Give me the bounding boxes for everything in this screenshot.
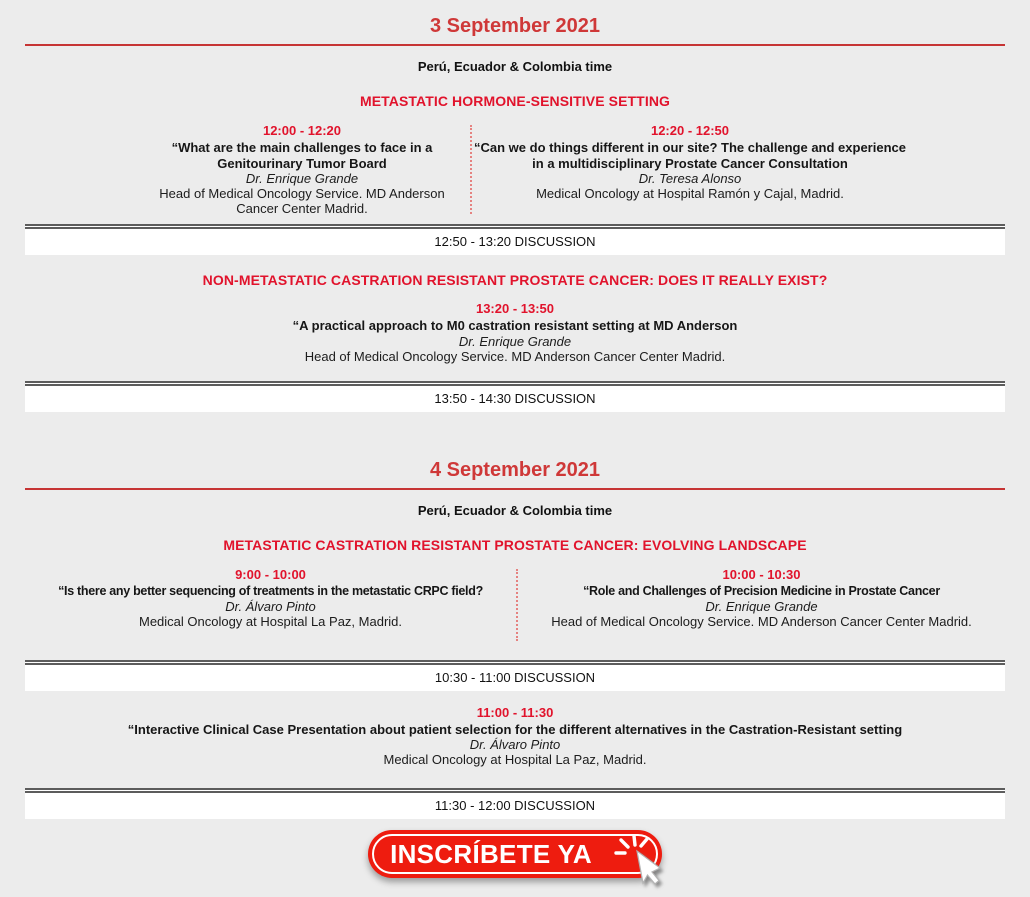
day-1-section [0,15,1030,412]
talk-speaker: Dr. Álvaro Pinto [469,737,561,752]
day1-session-columns [25,123,1005,216]
day2-session-columns [25,567,1005,643]
day1-red-rule [25,44,1005,46]
click-cursor-icon [614,835,666,897]
talk-affiliation: Head of Medical Oncology Service. MD Anderson Cancer Center Madrid. [159,186,445,216]
day1-talk2-column [472,123,1005,216]
day2-talk1-column [25,567,516,643]
talk-speaker: Dr. Enrique Grande [705,599,818,614]
day1-section1-heading: METASTATIC HORMONE-SENSITIVE SETTING [359,93,671,109]
session-talk [519,567,1004,630]
talk-affiliation: Medical Oncology at Hospital La Paz, Madrid. [138,614,402,629]
talk-title: “Role and Challenges of Precision Medicine in Prostate Cancer [583,583,940,598]
day-2-section [0,459,1030,820]
day2-red-rule [25,488,1005,490]
day2-talk2-column [518,567,1005,643]
session-talk [35,301,995,364]
talk-time: 12:00 - 12:20 [262,123,342,138]
talk-speaker: Dr. Teresa Alonso [638,171,742,186]
talk-affiliation: Medical Oncology at Hospital La Paz, Madrid. [383,752,647,767]
day2-date-heading: 4 September 2021 [429,458,601,481]
talk-title: “What are the main challenges to face in a Genitourinary Tumor Board [171,140,433,171]
discussion-bar: 12:50 - 13:20 DISCUSSION [25,224,1005,255]
day1-date-heading: 3 September 2021 [429,15,601,37]
day1-timezone-label: Perú, Ecuador & Colombia time [417,59,613,74]
discussion-bar: 11:30 - 12:00 DISCUSSION [25,788,1005,819]
talk-speaker: Dr. Enrique Grande [458,333,572,349]
discussion-bar: 13:50 - 14:30 DISCUSSION [25,381,1005,412]
day1-section2-heading: NON-METASTATIC CASTRATION RESISTANT PROSTATE CANCER: DOES IT REALLY EXIST? [202,272,828,288]
talk-affiliation: Medical Oncology at Hospital Ramón y Cajal, Madrid. [536,186,844,201]
talk-speaker: Dr. Enrique Grande [245,171,359,186]
session-talk [142,123,462,216]
session-talk [35,705,995,768]
talk-time: 11:00 - 11:30 [476,704,554,720]
discussion-bar: 10:30 - 11:00 DISCUSSION [25,660,1005,691]
talk-title: “Interactive Clinical Case Presentation about patient selection for the different alternatives in the Castration-Resistant setting [127,721,903,737]
register-button-label: INSCRÍBETE YA [390,838,592,869]
talk-time: 10:00 - 10:30 [722,566,801,582]
talk-title: “Can we do things different in our site? The challenge and experience in a multidisciplinary Prostate Cancer Consultation [474,140,906,171]
cta-area [0,830,1030,882]
talk-speaker: Dr. Álvaro Pinto [225,599,316,614]
talk-time: 13:20 - 13:50 [475,301,555,316]
day1-talk1-column [25,123,470,216]
day2-timezone-label: Perú, Ecuador & Colombia time [417,502,613,518]
talk-affiliation: Head of Medical Oncology Service. MD Anderson Cancer Center Madrid. [304,348,726,364]
talk-affiliation: Head of Medical Oncology Service. MD Anderson Cancer Center Madrid. [551,614,972,629]
session-talk [28,567,513,630]
register-button[interactable] [368,830,662,878]
talk-time: 9:00 - 10:00 [235,566,306,582]
talk-title: “Is there any better sequencing of treatments in the metastatic CRPC field? [58,583,483,598]
talk-title: “A practical approach to M0 castration resistant setting at MD Anderson [292,318,738,333]
session-talk [474,123,906,201]
day2-section1-heading: METASTATIC CASTRATION RESISTANT PROSTATE CANCER: EVOLVING LANDSCAPE [223,536,807,553]
talk-time: 12:20 - 12:50 [650,123,730,138]
